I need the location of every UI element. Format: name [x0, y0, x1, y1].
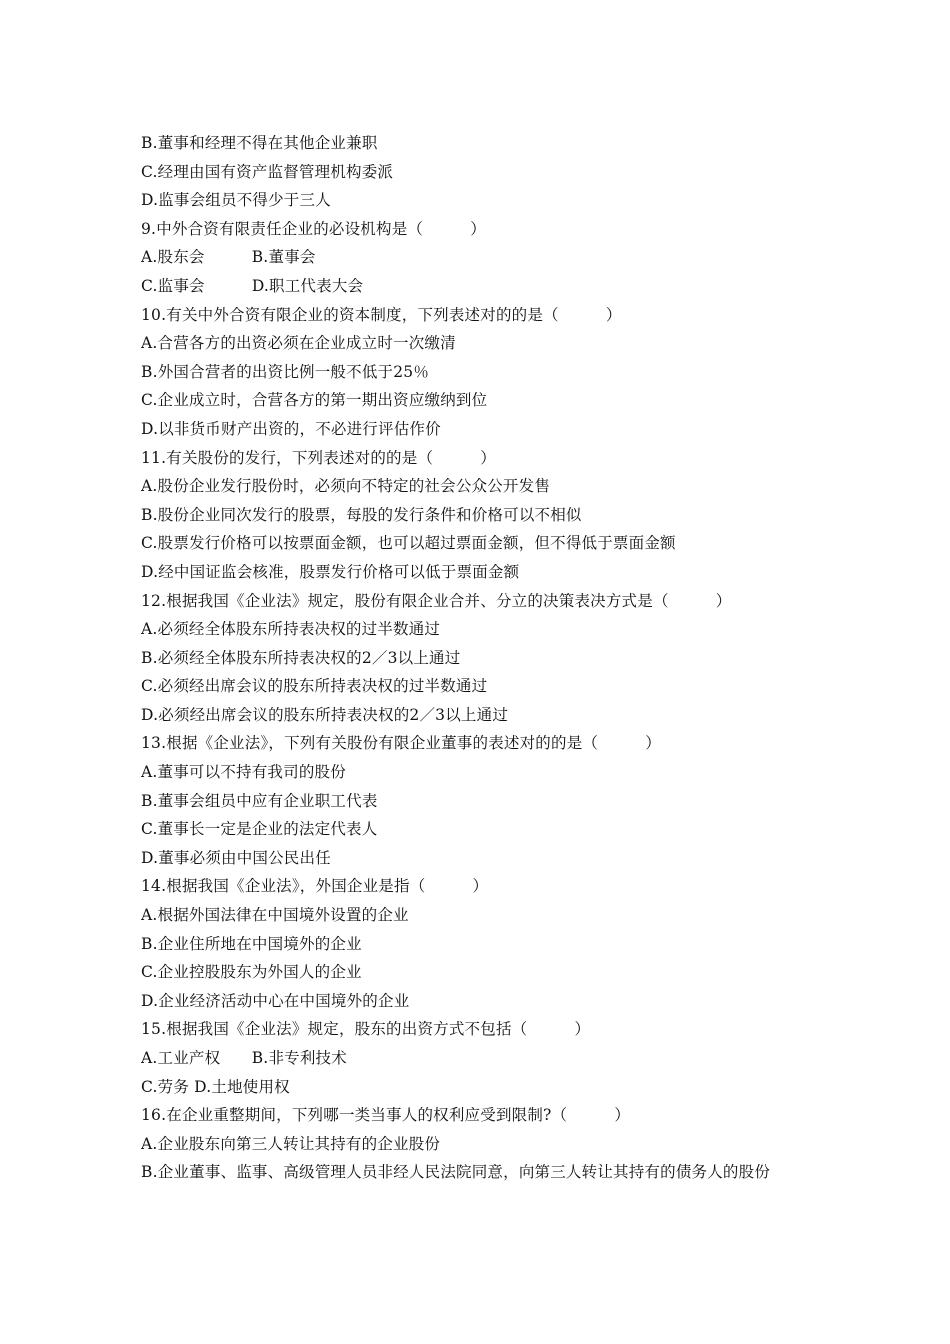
option-line: A.企业股东向第三人转让其持有的企业股份	[141, 1134, 441, 1153]
question-14: 14.根据我国《企业法》，外国企业是指（ ）	[141, 877, 489, 896]
option-line: A.必须经全体股东所持表决权的过半数通过	[141, 620, 441, 639]
option-line: A.合营各方的出资必须在企业成立时一次缴清	[141, 334, 456, 353]
question-15: 15.根据我国《企业法》规定，股东的出资方式不包括（ ）	[141, 1020, 591, 1039]
option-line: B.企业住所地在中国境外的企业	[141, 934, 362, 953]
option-line: C.监事会 D.职工代表大会	[141, 276, 364, 295]
question-16: 16.在企业重整期间，下列哪一类当事人的权利应受到限制?（ ）	[141, 1106, 631, 1125]
option-line: C.董事长一定是企业的法定代表人	[141, 820, 378, 839]
option-line: A.董事可以不持有我司的股份	[141, 763, 346, 782]
question-10: 10.有关中外合资有限企业的资本制度，下列表述对的的是（ ）	[141, 305, 622, 324]
option-line: B.董事和经理不得在其他企业兼职	[141, 134, 378, 152]
option-line: D.以非货币财产出资的，不必进行评估作价	[141, 419, 441, 438]
question-9: 9.中外合资有限责任企业的必设机构是（ ）	[141, 219, 486, 238]
question-11: 11.有关股份的发行，下列表述对的的是（ ）	[141, 448, 496, 467]
option-line: C.企业成立时，合营各方的第一期出资应缴纳到位	[141, 391, 488, 410]
option-line: C.股票发行价格可以按票面金额，也可以超过票面金额，但不得低于票面金额	[141, 534, 676, 553]
question-13: 13.根据《企业法》，下列有关股份有限企业董事的表述对的的是（ ）	[141, 734, 661, 753]
question-12: 12.根据我国《企业法》规定，股份有限企业合并、分立的决策表决方式是（ ）	[141, 591, 732, 610]
option-line: D.企业经济活动中心在中国境外的企业	[141, 991, 410, 1010]
option-line: B.必须经全体股东所持表决权的2／3以上通过	[141, 648, 461, 667]
option-line: D.经中国证监会核准，股票发行价格可以低于票面金额	[141, 562, 520, 581]
option-line: B.股份企业同次发行的股票，每股的发行条件和价格可以不相似	[141, 505, 582, 524]
option-line: D.董事必须由中国公民出任	[141, 848, 331, 867]
option-line: A.工业产权 B.非专利技术	[141, 1049, 347, 1067]
option-line: A.股东会 B.董事会	[141, 248, 316, 267]
option-line: C.经理由国有资产监督管理机构委派	[141, 162, 394, 181]
option-line: C.劳务 D.土地使用权	[141, 1077, 290, 1096]
option-line: B.外国合营者的出资比例一般不低于25％	[141, 362, 430, 381]
option-line: B.企业董事、监事、高级管理人员非经人民法院同意，向第三人转让其持有的债务人的股份	[141, 1163, 771, 1182]
option-line: A.股份企业发行股份时，必须向不特定的社会公众公开发售	[141, 477, 551, 496]
option-line: B.董事会组员中应有企业职工代表	[141, 791, 378, 810]
option-line: C.必须经出席会议的股东所持表决权的过半数通过	[141, 677, 488, 696]
option-line: A.根据外国法律在中国境外设置的企业	[141, 906, 409, 925]
document-body	[141, 129, 801, 1187]
option-line: C.企业控股股东为外国人的企业	[141, 963, 362, 982]
option-line: D.监事会组员不得少于三人	[141, 191, 331, 210]
option-line: D.必须经出席会议的股东所持表决权的2／3以上通过	[141, 705, 509, 724]
